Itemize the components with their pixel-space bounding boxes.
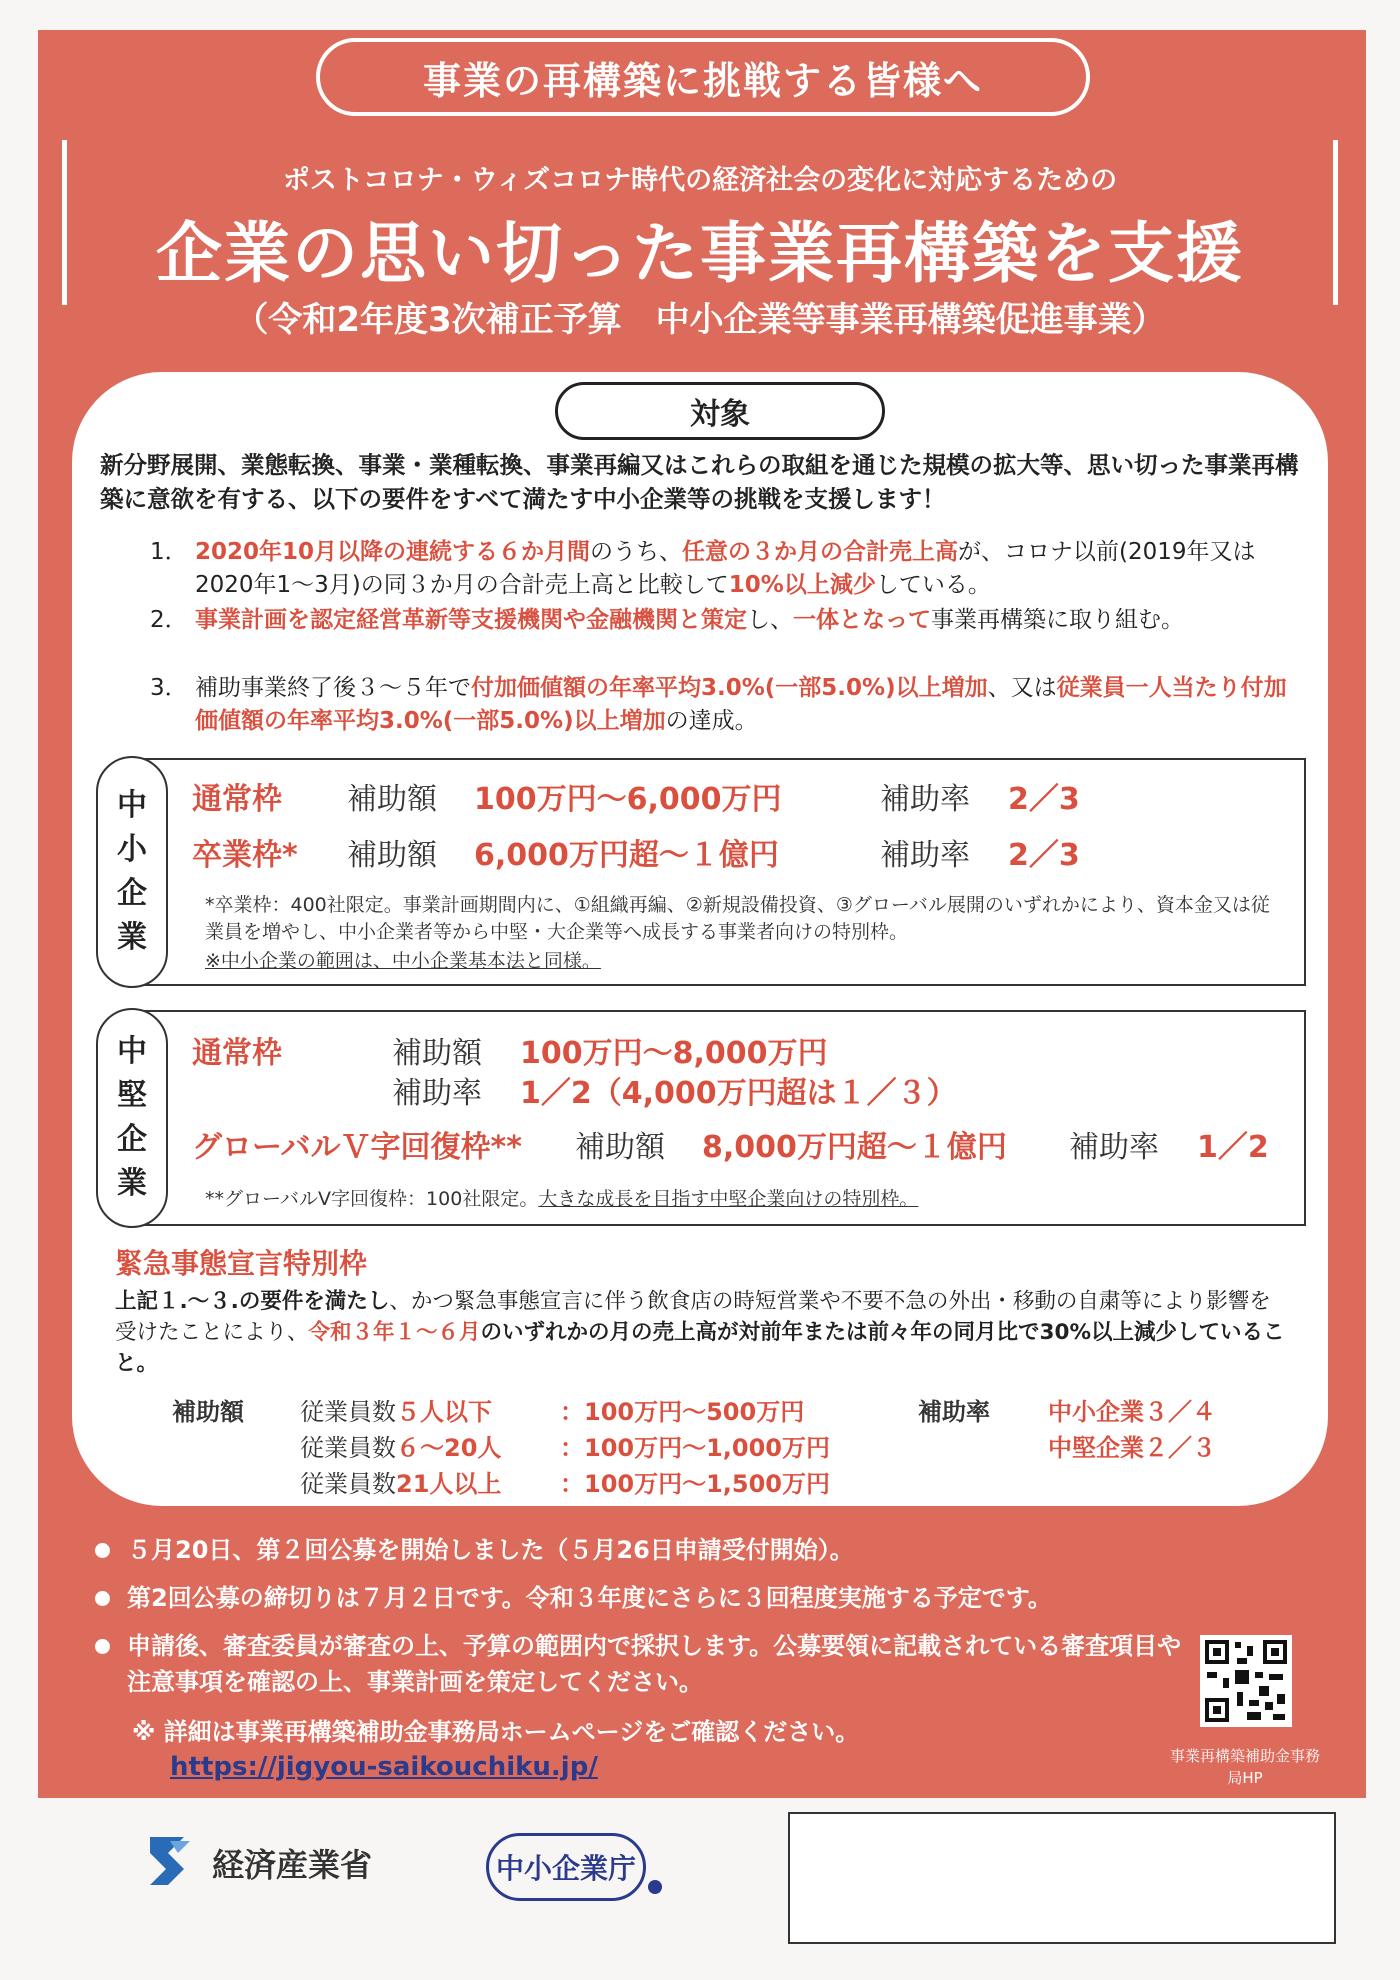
em-row-amount: ：100万円～1,500万円 [560,1470,831,1498]
req3-b: 付加価値額の年率平均3.0%(一部5.0%)以上増加 [471,675,988,701]
req3-c: 、又は [987,675,1057,701]
em-row-3 [300,1464,831,1499]
req3-d: 従業員一人当たり付加価値額の年率平均3.0%(一部5.0%)以上増加 [195,675,1287,734]
req1-c: 任意の３か月の合計売上高 [682,539,959,565]
sme-grad-amount: 6,000万円超～１億円 [474,838,779,873]
target-pill: 対象 [555,382,885,440]
req-number: 1． [150,539,188,565]
em-text-a: 上記１.～３.の要件を満たし [115,1289,390,1314]
subtitle: ポストコロナ・ウィズコロナ時代の経済社会の変化に対応するための [282,165,1118,196]
meti-logo-icon [140,1833,200,1893]
em-row-amount: ：100万円～1,000万円 [560,1434,831,1462]
amount-label: 補助額 [575,1130,665,1165]
req1-e: 10%以上減少 [728,572,876,598]
tab-char: 企 [117,1122,147,1157]
em-text-c: 令和３年１～６月 [308,1320,481,1345]
footer-stamp-box [788,1812,1336,1944]
mid-global-mark: ** [490,1130,522,1165]
bullet-text: ５月20日、第２回公募を開始しました（５月26日申請受付開始）。 [127,1536,854,1564]
sme-note-1: *卒業枠：400社限定。事業計画期間内に、①組織再編、②新規設備投資、③グローバル展開のいずれかにより、資本金又は従業員を増やし、中小企業者等から中堅・大企業等へ成長する事業者向けの特別枠。 [205,894,1270,943]
mid-tab [96,1008,168,1228]
req2-d: 事業再構築に取り組む。 [931,607,1184,633]
em-row-key: 従業員数 [300,1398,396,1426]
sme-grad-row [192,830,1080,874]
mid-global-rate: 1／2 [1197,1130,1269,1165]
main-title: 企業の思い切った事業再構築を支援 [156,215,1244,292]
mid-normal-row [192,1028,828,1072]
tab-char: 小 [117,832,147,867]
req1-d: が、コロナ以前(2019年又は2020年1～3月)の同３か月の合計売上高と比較して [195,539,1256,598]
qr-caption: 事業再構築補助金事務局HP [1170,1747,1321,1787]
mid-note-b: 大きな成長を目指す中堅企業向けの特別枠。 [538,1188,919,1210]
bullet-3 [95,1628,1185,1700]
req2-b: し、 [747,607,793,633]
em-row-value: 21人以上 [396,1470,502,1498]
qr-code-graphic [1203,1638,1289,1724]
rate-label: 補助率 [392,1076,482,1111]
bullet-dot-icon [95,1591,110,1606]
header-pill: 事業の再構築に挑戦する皆様へ [316,38,1090,116]
req2-a: 事業計画を認定経営革新等支援機関や金融機関と策定 [195,607,747,633]
emergency-text [115,1286,1290,1379]
sme-normal-amount: 100万円～6,000万円 [474,782,782,817]
bullet-2 [95,1580,1315,1616]
amount-label: 補助額 [392,1036,482,1071]
sme-normal-name: 通常枠 [192,782,282,817]
mid-global-name: グローバルＶ字回復枠 [192,1130,491,1165]
mid-rate-row [392,1068,957,1112]
requirement-2 [150,604,1290,637]
amount-label: 補助額 [347,782,437,817]
homepage-link[interactable]: https://jigyou-saikouchiku.jp/ [170,1752,598,1782]
emergency-title: 緊急事態宣言特別枠 [115,1247,368,1280]
req3-a: 補助事業終了後３～５年で [195,675,471,701]
em-row-2 [300,1428,831,1463]
budget-title: （令和2年度3次補正予算 中小企業等事業再構築促進事業） [234,300,1166,340]
sme-agency-logo: 中小企業庁 [486,1833,646,1901]
sme-grad-mark: * [282,838,298,873]
tab-char: 中 [117,1034,147,1069]
details-note-text: ※ 詳細は事業再構築補助金事務局ホームページをご確認ください。 [132,1718,860,1746]
bullet-dot-icon [95,1639,110,1654]
req1-a: 2020年10月以降の連続する６か月間 [195,539,591,565]
amount-label: 補助額 [347,838,437,873]
sme-grad-rate: 2／3 [1008,838,1080,873]
em-text-b: 、かつ緊急事態宣言に伴う飲食店の時短営業や不要不急の外出・移動の自粛等により影響を受けたことにより、 [115,1289,1271,1345]
tab-char: 企 [117,876,147,911]
target-intro: 新分野展開、業態転換、事業・業種転換、事業再編又はこれらの取組を通じた規模の拡大等、思い切った事業再構築に意欲を有する、以下の要件をすべて満たす中小企業等の挑戦を支援します！ [100,451,1299,513]
bullet-text: 申請後、審査委員が審査の上、予算の範囲内で採択します。公募要領に記載されている審査項目や注意事項を確認の上、事業計画を策定してください。 [127,1632,1182,1696]
em-rate-sme: 中小企業３／４ [1048,1398,1216,1426]
sme-grad-name: 卒業枠 [192,838,282,873]
req-number: 3． [150,675,188,701]
tab-char: 中 [117,788,147,823]
mid-note-a: **グローバルV字回復枠：100社限定。 [205,1188,539,1210]
sme-tab [96,756,168,988]
details-note [132,1714,1152,1750]
sme-normal-row [192,774,1080,818]
em-row-key: 従業員数 [300,1470,396,1498]
sme-note-2: ※中小企業の範囲は、中小企業基本法と同様。 [205,950,601,972]
req3-e: の達成。 [665,708,758,734]
bullet-text: 第2回公募の締切りは７月２日です。令和３年度にさらに３回程度実施する予定です。 [127,1584,1052,1612]
requirement-3 [150,672,1290,738]
meti-logo [140,1833,372,1893]
requirement-1 [150,536,1290,602]
sme-agency-dot-icon [648,1880,662,1894]
em-row-key: 従業員数 [300,1434,396,1462]
em-row-value: ６～20人 [396,1434,502,1462]
mid-global-row [192,1122,1269,1166]
em-row-amount: ：100万円～500万円 [560,1398,805,1426]
mid-normal-name: 通常枠 [192,1036,282,1071]
em-rate-mid: 中堅企業２／３ [1048,1434,1216,1462]
tab-char: 業 [117,1166,147,1201]
em-rate-label: 補助率 [918,1398,990,1426]
rate-label: 補助率 [880,838,970,873]
mid-note [205,1186,918,1213]
rate-label: 補助率 [880,782,970,817]
mid-global-amount: 8,000万円超～１億円 [702,1130,1007,1165]
tab-char: 堅 [117,1078,147,1113]
bullet-1 [95,1532,1315,1568]
mid-normal-rate: 1／2（4,000万円超は１／３） [520,1076,957,1111]
meti-name: 経済産業省 [212,1846,373,1884]
tab-char: 業 [117,920,147,955]
req-number: 2． [150,607,188,633]
rate-label: 補助率 [1069,1130,1159,1165]
em-row-value: ５人以下 [396,1398,492,1426]
req2-c: 一体となって [793,607,931,633]
em-row-1 [300,1392,805,1427]
mid-normal-amount: 100万円～8,000万円 [520,1036,828,1071]
bullet-dot-icon [95,1543,110,1558]
req1-f: している。 [875,572,991,598]
sme-normal-rate: 2／3 [1008,782,1080,817]
em-text-d: のいずれかの月の売上高が対前年または前々年の同月比で30%以上減少していること。 [115,1320,1285,1376]
em-amount-label: 補助額 [172,1398,244,1426]
req1-b: のうち、 [590,539,683,565]
qr-code-icon [1200,1635,1292,1727]
